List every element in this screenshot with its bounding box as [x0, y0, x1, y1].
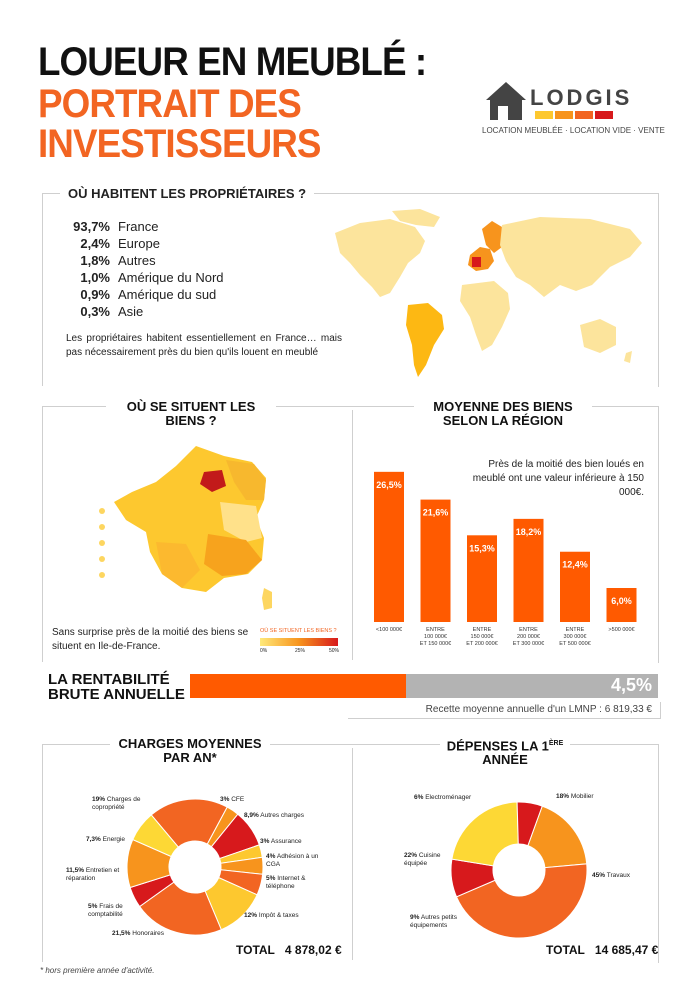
- depenses-label-petits: 9% Autres petits équipements: [410, 914, 457, 929]
- bar-value-label: 6,0%: [611, 596, 632, 606]
- charges-label-honoraires: 21,5% Honoraires: [112, 930, 165, 937]
- title-line-1: LOUEUR EN MEUBLÉ :: [38, 40, 427, 84]
- title-line-3: INVESTISSEURS: [38, 122, 321, 166]
- logo-stripe-darkorange: [575, 111, 593, 119]
- house-logo-icon: [482, 78, 532, 122]
- logo-name: LODGIS: [530, 85, 633, 110]
- france-map: [96, 442, 296, 622]
- owner-row: [60, 219, 158, 236]
- charges-label-impot: 12% Impôt & taxes: [244, 912, 299, 919]
- bar-category-label: <100 000€: [375, 627, 403, 633]
- bar-category-label: ET 150 000€: [419, 641, 452, 647]
- bar-category-label: ENTRE: [426, 627, 445, 633]
- bar-category-label: 200 000€: [517, 634, 540, 640]
- bar-category-label: ENTRE: [519, 627, 538, 633]
- depenses-label-cuisine: 22% Cuisine équipée: [404, 852, 441, 867]
- bar-category-label: ENTRE: [472, 627, 492, 633]
- charges-label-cga: 4% Adhésion à un CGA: [266, 853, 319, 868]
- charges-total: TOTAL 4 878,02 €: [236, 943, 342, 957]
- legend-gradient: [260, 638, 338, 646]
- legend-title: OÙ SE SITUENT LES BIENS ?: [260, 628, 337, 634]
- legend-tick-0: 0%: [260, 648, 268, 654]
- owner-pct: 2,4%: [80, 236, 110, 251]
- bar-category-label: ENTRE: [565, 627, 585, 633]
- owner-row: [60, 236, 160, 253]
- footnote: * hors première année d'activité.: [40, 966, 155, 975]
- bar-category-label: >500 000€: [608, 627, 635, 633]
- yield-title: LA RENTABILITÉ BRUTE ANNUELLE: [48, 671, 185, 703]
- depenses-label-travaux: 45% Travaux: [592, 872, 630, 879]
- location-note: Sans surprise près de la moitié des biens se situent en Ile-de-France.: [52, 627, 249, 652]
- owner-country: Amérique du sud: [118, 287, 217, 302]
- depenses-title: DÉPENSES LA 1ÈRE ANNÉE: [440, 737, 570, 767]
- bar-category-label: 150 000€: [470, 634, 494, 640]
- bar-category-label: 100 000€: [424, 634, 447, 640]
- location-title: OÙ SE SITUENT LES BIENS ?: [106, 400, 276, 428]
- bar-annotation: Près de la moitié des bien loués en meublé ont une valeur inférieure à 150 000€.: [472, 459, 644, 498]
- owner-row: [60, 304, 143, 321]
- logo-stripe-red: [595, 111, 613, 119]
- logo-tagline: LOCATION MEUBLÉE · LOCATION VIDE · VENTE: [482, 126, 665, 135]
- bar-category-label: ET 500 000€: [559, 641, 591, 647]
- yield-note: Recette moyenne annuelle d'un LMNP : 6 819,33 €: [425, 704, 652, 715]
- pie-slice: [452, 802, 518, 866]
- charges-label-cfe: 3% CFE: [220, 796, 245, 803]
- owner-country: Asie: [118, 304, 144, 319]
- logo-stripe-yellow: [535, 111, 553, 119]
- depenses-label-mobilier: 18% Mobilier: [556, 793, 594, 800]
- bar-category-label: 300 000€: [563, 634, 587, 640]
- charges-label-internet: 5% Internet & téléphone: [266, 875, 306, 890]
- charges-label-autres: 8,9% Autres charges: [244, 812, 304, 819]
- title-line-2: PORTRAIT DES: [38, 82, 301, 126]
- owners-note: Les propriétaires habitent essentiellement en France… mais pas nécessairement près du bien qu'ils louent en meublé: [66, 333, 342, 358]
- owner-row: [60, 270, 224, 287]
- owner-country: France: [118, 219, 159, 234]
- bar-value-label: 12,4%: [562, 559, 588, 570]
- charges-label-assurance: 3% Assurance: [260, 838, 302, 845]
- charges-title: CHARGES MOYENNES PAR AN*: [110, 737, 270, 765]
- owner-row: [60, 287, 216, 304]
- owner-country: Europe: [118, 236, 160, 251]
- charges-label-copro: 19% Charges de copropriété: [92, 796, 141, 811]
- logo-stripe-orange: [555, 111, 573, 119]
- bar-value-label: 18,2%: [515, 526, 542, 537]
- charges-label-compta: 5% Frais de comptabilité: [88, 903, 123, 918]
- depenses-label-electro: 6% Electroménager: [414, 794, 472, 801]
- bar-value-label: 15,3%: [469, 543, 495, 554]
- yield-bar-fill: [190, 674, 406, 698]
- bar-chart-title: MOYENNE DES BIENS SELON LA RÉGION: [414, 400, 592, 428]
- charges-label-entretien: 11,5% Entretien et réparation: [66, 867, 120, 882]
- bar: [374, 472, 404, 622]
- charges-label-energie: 7,3% Energie: [86, 836, 126, 843]
- owner-country: Autres: [118, 253, 156, 268]
- owner-pct: 93,7%: [73, 219, 110, 234]
- overseas-territories: [94, 505, 110, 583]
- bar-value-label: 26,5%: [376, 479, 402, 490]
- owner-pct: 1,8%: [80, 253, 110, 268]
- owner-pct: 1,0%: [80, 270, 110, 285]
- owner-pct: 0,9%: [80, 287, 110, 302]
- owner-row: [60, 253, 156, 270]
- bar-category-label: ET 200 000€: [466, 641, 498, 647]
- legend-tick-25: 25%: [295, 648, 306, 654]
- bar: [421, 500, 451, 622]
- owners-title: OÙ HABITENT LES PROPRIÉTAIRES ?: [60, 186, 314, 201]
- legend-tick-50: 50%: [329, 648, 340, 654]
- world-map: [330, 205, 655, 380]
- yield-value: 4,5%: [610, 675, 652, 695]
- depenses-total: TOTAL 14 685,47 €: [546, 943, 659, 957]
- owner-pct: 0,3%: [80, 304, 110, 319]
- owner-country: Amérique du Nord: [118, 270, 224, 285]
- bar-value-label: 21,6%: [422, 507, 449, 518]
- bar-category-label: ET 300 000€: [512, 641, 545, 647]
